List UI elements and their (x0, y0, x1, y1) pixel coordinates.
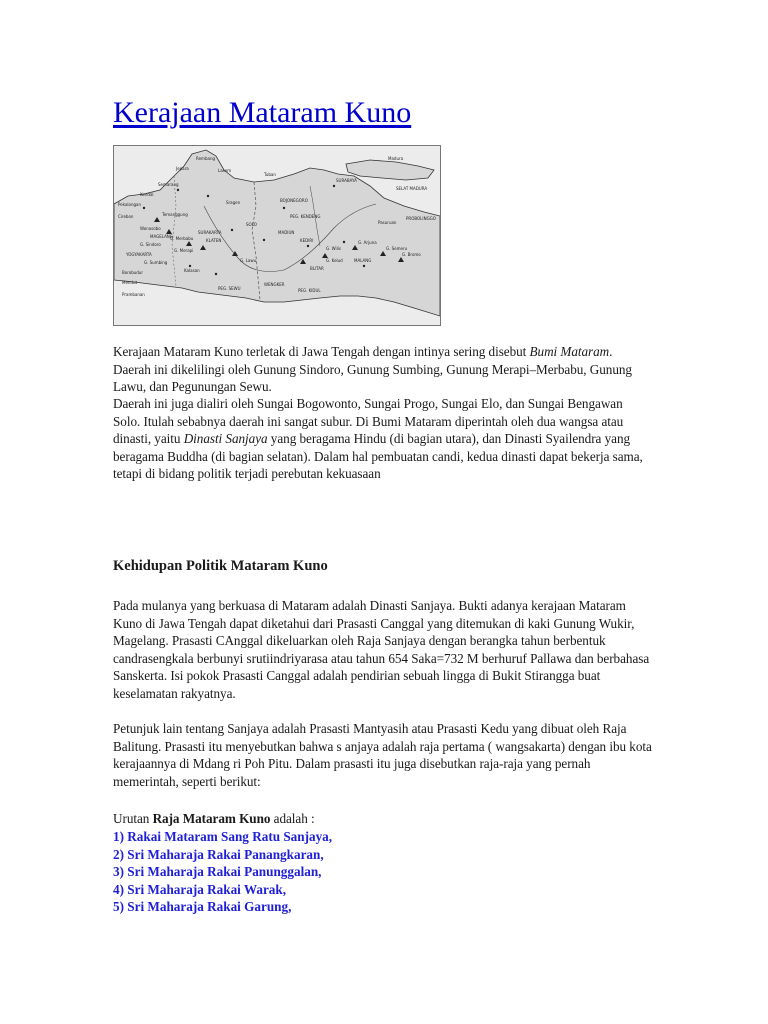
map-label: KLATEN (206, 238, 222, 243)
canggal-paragraph: Pada mulanya yang berkuasa di Mataram adalah Dinasti Sanjaya. Bukti adanya kerajaan Mataram Kuno di Jawa Tengah dapat diketahui dari Prasasti Canggal yang ditemukan di kaki Gunung Wukir, Magelang. Prasasti CAnggal dikeluarkan oleh Raja Sanjaya dengan berangka tahun berbentuk candrasengkala berbunyi srutiindriyarasa atau tahun 654 Saka=732 M berhuruf Pallawa dan berbahasa Sanskerta. Isi pokok Prasasti Canggal adalah pendirian sebuah lingga di Bukit Stirangga buat keselamatan rakyatnya. (113, 598, 650, 701)
map-label: Kendal (140, 192, 154, 197)
map-label: G. Sindoro (140, 242, 161, 247)
geography-paragraph (113, 395, 643, 483)
urutan-prefix: Urutan (113, 811, 153, 826)
map-label: WENGKER (264, 282, 285, 287)
intro-italic-term: Bumi Mataram (529, 344, 610, 359)
mantyasih-paragraph: Petunjuk lain tentang Sanjaya adalah Prasasti Mantyasih atau Prasasti Kedu yang dibuat oleh Raja Balitung. Prasasti itu menyebutkan bahwa s anjaya adalah raja pertama ( wangsakarta) dengan ibu kota kerajaannya di Mdang ri Poh Pitu. Dalam prasasti itu juga disebutkan raja-raja yang pernah memerintah, seperti berikut: (113, 721, 652, 789)
map-label: Sragen (226, 200, 241, 205)
map-label: Lasem (218, 168, 232, 173)
map-label: BLITAR (310, 266, 324, 271)
map-label: KEDIRI (300, 238, 314, 243)
geography-text-part: Daerah ini juga dialiri oleh Sungai Bogowonto, Sungai Progo, Sungai Elo, dan Sungai Bengawan Solo. Itulah sebabnya daerah ini sangat subur. Di Bumi Mataram diperintah oleh dua wangsa atau dinasti, yaitu (113, 396, 624, 447)
map-label: PEG. KIDUL (298, 288, 321, 293)
map-label: Tuban (264, 172, 276, 177)
map-label: G. Semeru (386, 246, 408, 251)
intro-text-part: . Daerah ini dikelilingi oleh Gunung Sindoro, Gunung Sumbing, Gunung Merapi–Merbabu, Gunung Lawu, dan Pegunungan Sewu. (113, 344, 632, 395)
list-item: 4) Sri Maharaja Rakai Warak, (113, 881, 287, 897)
section-heading: Kehidupan Politik Mataram Kuno (113, 558, 328, 574)
intro-paragraph (113, 343, 643, 396)
list-item: 1) Rakai Mataram Sang Ratu Sanjaya, (113, 829, 333, 844)
map-label: PEG. SEWU (218, 286, 241, 291)
map-label: Prambanan (122, 292, 145, 297)
map-label: Rembang (196, 156, 216, 161)
map-illustration (114, 146, 440, 325)
map-label: G. Merapi (174, 248, 194, 253)
list-item: 2) Sri Maharaja Rakai Panangkaran, (113, 846, 324, 862)
map-label: Kalasan (184, 268, 200, 273)
map-label: Semarang (158, 182, 179, 187)
map-label: SURABAYA (336, 178, 357, 183)
kings-list (113, 828, 332, 916)
map-label: Jepara (176, 166, 189, 171)
map-label: G. Bromo (402, 252, 421, 257)
geography-text-part: yang beragama Hindu (di bagian utara), dan Dinasti Syailendra yang beragama Buddha (di bagian selatan). Dalam hal pembuatan candi, kedua dinasti dapat bekerja sama, tetapi di bidang politik terjadi perebutan kekuasaan (113, 431, 643, 482)
page-title-link[interactable]: Kerajaan Mataram Kuno (113, 96, 412, 129)
map-label: SELAT MADURA (396, 186, 428, 191)
map-label: SOLO (246, 222, 257, 227)
map-label: Wonosobo (140, 226, 161, 231)
map-label: MADIUN (278, 230, 295, 235)
map-label: G. Arjuna (358, 240, 377, 245)
map-label: Temanggung (162, 212, 188, 217)
map-label: G. Merbabu (170, 236, 194, 241)
intro-text-part: Kerajaan Mataram Kuno terletak di Jawa Tengah dengan intinya sering disebut (113, 344, 530, 359)
list-item: 5) Sri Maharaja Rakai Garung, (113, 899, 292, 915)
map-label: G. Lawu (240, 258, 257, 263)
map-label: Cirebon (118, 214, 134, 219)
map-label: SURAKARTA (198, 230, 222, 235)
kings-list-intro (113, 810, 653, 828)
map-label: MAGELANG (150, 234, 173, 239)
map-label: G. Wilis (326, 246, 341, 251)
map-label: Borobudur (122, 270, 143, 275)
list-item: 3) Sri Maharaja Rakai Panunggalan, (113, 864, 322, 880)
map-label: MALANG (354, 258, 372, 263)
map-label: Pekalongan (118, 202, 142, 207)
map-label: PEG. KENDENG (290, 214, 321, 219)
map-label: Pasuruan (378, 220, 397, 225)
map-label: Mendut (122, 280, 138, 285)
map-label: G. Sumbing (144, 260, 168, 265)
geography-italic-term: Dinasti Sanjaya (183, 431, 268, 447)
map-label: PROBOLINGGO (406, 216, 436, 221)
map-of-central-java-image (113, 145, 441, 326)
map-label: YOGYAKARTA (126, 252, 152, 257)
map-label: BOJONEGORO (280, 198, 308, 203)
map-label: Madura (388, 156, 404, 161)
urutan-suffix: adalah : (270, 811, 315, 826)
map-label: G. Kelud (326, 258, 343, 263)
urutan-bold: Raja Mataram Kuno (152, 811, 271, 826)
